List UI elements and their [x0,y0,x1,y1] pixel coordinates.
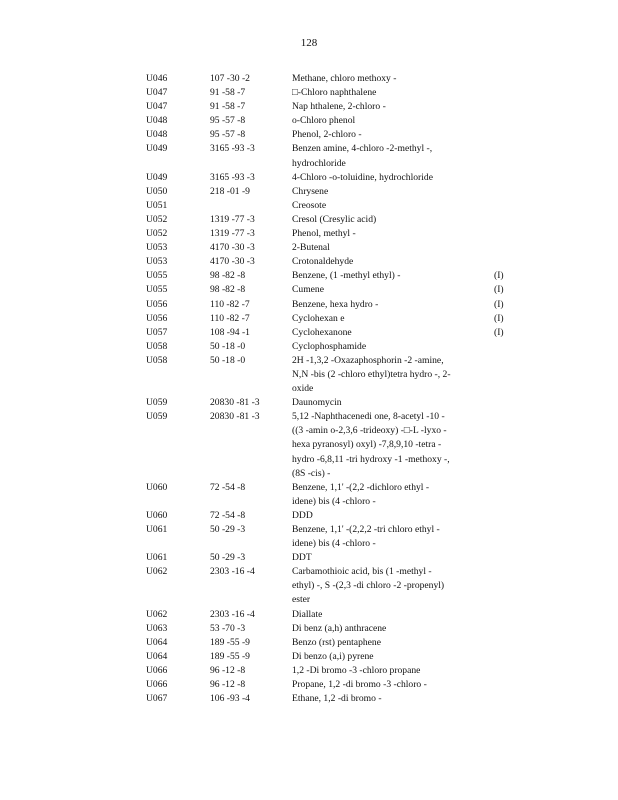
hazard-code [494,142,510,170]
hazard-code [494,340,510,354]
table-row [146,255,510,269]
substance-name [292,283,494,297]
substance-name [292,72,494,86]
substance-name-line: idene) bis (4 -chloro - [292,495,376,507]
substance-name [292,354,494,396]
cas-number: 1319 -77 -3 [210,228,255,240]
substance-name-line: Benzene, 1,1' -(2,2,2 -tri chloro ethyl - [292,524,440,535]
table-row [146,664,510,678]
hazard-code: (I) [494,312,504,324]
hazard-code [494,86,510,100]
hazard-code [494,114,510,128]
cas-number: 72 -54 -8 [210,481,246,493]
hazard-code [494,551,510,565]
substance-name [292,664,494,678]
substance-name-line: 5,12 -Naphthacenedi one, 8-acetyl -10 - [292,411,445,423]
hazard-code [494,636,510,650]
waste-code: U064 [146,636,168,648]
waste-code: U067 [146,693,168,705]
table-row [146,298,510,312]
substance-name [292,678,494,692]
substance-name-line: Cumene [292,284,324,296]
waste-code: U049 [146,143,168,155]
table-row [146,72,510,86]
waste-code: U063 [146,622,168,634]
table-row [146,678,510,692]
table-row [146,114,510,128]
substance-name [292,241,494,255]
substance-name-line: 2-Butenal [292,242,330,254]
substance-name [292,298,494,312]
substance-name [292,199,494,213]
cas-number: 218 -01 -9 [210,185,250,197]
substance-name-line: Benzo (rst) pentaphene [292,636,381,648]
substance-name [292,213,494,227]
table-row [146,142,510,170]
hazard-code [494,354,510,396]
substance-name [292,86,494,100]
waste-code: U058 [146,354,168,366]
substance-name [292,326,494,340]
substance-name [292,312,494,326]
hazard-code: (I) [494,326,504,338]
hazard-code [494,692,510,706]
waste-code: U052 [146,213,168,225]
cas-number: 189 -55 -9 [210,650,250,662]
cas-number: 91 -58 -7 [210,101,246,113]
cas-number: 106 -93 -4 [210,693,250,705]
table-row [146,551,510,565]
substance-name-line: Ethane, 1,2 -di bromo - [292,693,382,705]
substance-name-line: Benzen amine, 4-chloro -2-methyl -, [292,143,433,155]
substance-name-line: oxide [292,383,314,395]
cas-number: 4170 -30 -3 [210,256,255,268]
substance-name-line: o-Chloro phenol [292,115,356,127]
table-row [146,269,510,283]
waste-code: U055 [146,284,168,296]
hazard-code [494,622,510,636]
hazard-code [494,664,510,678]
hazard-code [494,565,510,607]
table-row [146,227,510,241]
table-row [146,86,510,100]
waste-code: U052 [146,228,168,240]
substance-name-line: Crotonaldehyde [292,256,354,268]
hazard-code [494,171,510,185]
substance-name [292,114,494,128]
page-number: 128 [300,37,318,49]
cas-number: 50 -29 -3 [210,552,246,564]
waste-code: U053 [146,242,168,254]
hazard-code [494,128,510,142]
table-row [146,171,510,185]
waste-code-table [146,72,510,706]
substance-name [292,128,494,142]
substance-name-line: Di benz (a,h) anthracene [292,622,387,634]
substance-name [292,227,494,241]
substance-name-line: ethyl) -, S -(2,3 -di chloro -2 -propenyl) [292,580,445,592]
hazard-code: (I) [494,270,504,282]
table-row [146,523,510,551]
cas-number: 2303 -16 -4 [210,566,255,578]
cas-number: 53 -70 -3 [210,622,246,634]
table-row [146,185,510,199]
substance-name [292,171,494,185]
cas-number [210,199,292,213]
substance-name-line: DDD [292,509,313,521]
cas-number: 4170 -30 -3 [210,242,255,254]
waste-code: U062 [146,566,168,578]
hazard-code [494,650,510,664]
hazard-code: (I) [494,284,504,296]
substance-name-line: 2H -1,3,2 -Oxazaphosphorin -2 -amine, [292,354,444,366]
waste-code: U066 [146,664,168,676]
cas-number: 50 -29 -3 [210,524,246,535]
table-row [146,199,510,213]
cas-number: 50 -18 -0 [210,354,246,366]
substance-name-line: (8S -cis) - [292,467,331,479]
substance-name-line: Methane, chloro methoxy - [292,73,397,84]
hazard-code [494,213,510,227]
substance-name-line: ((3 -amin o-2,3,6 -trideoxy) -□-L -lyxo - [292,425,447,437]
waste-code: U053 [146,256,168,268]
cas-number: 1319 -77 -3 [210,213,255,225]
waste-code: U059 [146,397,168,409]
waste-code: U055 [146,270,168,282]
table-row [146,650,510,664]
table-row [146,636,510,650]
cas-number: 189 -55 -9 [210,636,250,648]
hazard-code [494,678,510,692]
substance-name-line: Benzene, 1,1' -(2,2 -dichloro ethyl - [292,481,430,493]
cas-number: 3165 -93 -3 [210,143,255,155]
hazard-code [494,199,510,213]
cas-number: 2303 -16 -4 [210,608,255,620]
hazard-code [494,396,510,410]
table-body [146,72,510,706]
table-row [146,608,510,622]
table-row [146,312,510,326]
substance-name [292,565,494,607]
table-row [146,326,510,340]
cas-number: 91 -58 -7 [210,87,246,99]
substance-name-line: hydrochloride [292,157,346,169]
cas-number: 96 -12 -8 [210,679,246,691]
cas-number: 96 -12 -8 [210,664,246,676]
substance-name [292,410,494,480]
cas-number: 3165 -93 -3 [210,171,255,183]
cas-number: 110 -82 -7 [210,298,250,310]
substance-name [292,650,494,664]
cas-number: 20830 -81 -3 [210,397,260,409]
substance-name-line: Phenol, methyl - [292,228,356,240]
table-row [146,565,510,607]
substance-name-line: ester [292,594,311,606]
hazard-code [494,523,510,551]
substance-name [292,509,494,523]
table-row [146,410,510,480]
waste-code: U057 [146,326,168,338]
cas-number: 107 -30 -2 [210,73,250,84]
waste-code: U061 [146,552,168,564]
table-row [146,692,510,706]
cas-number: 108 -94 -1 [210,326,250,338]
substance-name [292,100,494,114]
hazard-code [494,100,510,114]
hazard-code [494,410,510,480]
substance-name [292,269,494,283]
waste-code: U060 [146,509,168,521]
waste-code: U056 [146,298,168,310]
cas-number: 95 -57 -8 [210,115,246,127]
substance-name-line: idene) bis (4 -chloro - [292,538,376,550]
waste-code: U059 [146,411,168,423]
substance-name-line: N,N -bis (2 -chloro ethyl)tetra hydro -, 2- [292,368,451,380]
hazard-code: (I) [494,298,504,310]
substance-name-line: hydro -6,8,11 -tri hydroxy -1 -methoxy -, [292,453,450,465]
table-row [146,481,510,509]
waste-code: U048 [146,115,168,127]
substance-name-line: Benzene, hexa hydro - [292,298,379,310]
table-row [146,354,510,396]
waste-code: U060 [146,481,168,493]
substance-name [292,523,494,551]
substance-name-line: Propane, 1,2 -di bromo -3 -chloro - [292,679,427,691]
hazard-code [494,608,510,622]
substance-name-line: 4-Chloro -o-toluidine, hydrochloride [292,171,433,183]
hazard-code [494,227,510,241]
cas-number: 98 -82 -8 [210,284,246,296]
substance-name [292,396,494,410]
cas-number: 72 -54 -8 [210,509,246,521]
substance-name-line: Cresol (Cresylic acid) [292,213,377,225]
hazard-code [494,185,510,199]
waste-code: U066 [146,679,168,691]
substance-name-line: Diallate [292,608,323,620]
substance-name-line: Di benzo (a,i) pyrene [292,650,374,662]
hazard-code [494,72,510,86]
substance-name [292,622,494,636]
substance-name [292,551,494,565]
substance-name-line: Cyclophosphamide [292,340,367,352]
substance-name [292,255,494,269]
waste-code: U064 [146,650,168,662]
substance-name-line: DDT [292,552,312,564]
table-row [146,509,510,523]
substance-name [292,608,494,622]
hazard-code [494,509,510,523]
substance-name-line: Nap hthalene, 2-chloro - [292,101,386,113]
hazard-code [494,255,510,269]
substance-name-line: Cyclohexanone [292,326,352,338]
substance-name [292,142,494,170]
cas-number: 20830 -81 -3 [210,411,260,423]
substance-name-line: hexa pyranosyl) oxyl) -7,8,9,10 -tetra - [292,439,442,451]
substance-name-line: Carbamothioic acid, bis (1 -methyl - [292,566,432,578]
cas-number: 95 -57 -8 [210,129,246,141]
waste-code: U047 [146,87,168,99]
substance-name [292,340,494,354]
substance-name [292,692,494,706]
table-row [146,283,510,297]
table-row [146,213,510,227]
waste-code: U046 [146,73,168,84]
waste-code: U062 [146,608,168,620]
waste-code: U048 [146,129,168,141]
waste-code: U058 [146,340,168,352]
cas-number: 110 -82 -7 [210,312,250,324]
substance-name-line: Chrysene [292,185,329,197]
waste-code: U056 [146,312,168,324]
table-row [146,396,510,410]
table-row [146,128,510,142]
waste-code: U050 [146,185,168,197]
substance-name-line: 1,2 -Di bromo -3 -chloro propane [292,664,421,676]
substance-name-line: □-Chloro naphthalene [292,87,377,99]
substance-name [292,481,494,509]
substance-name [292,185,494,199]
substance-name-line: Benzene, (1 -methyl ethyl) - [292,270,401,282]
hazard-code [494,481,510,509]
substance-name [292,636,494,650]
waste-code: U061 [146,524,168,535]
table-row [146,622,510,636]
waste-code: U049 [146,171,168,183]
substance-name-line: Phenol, 2-chloro - [292,129,362,141]
hazard-code [494,241,510,255]
waste-code: U051 [146,199,168,211]
cas-number: 98 -82 -8 [210,270,246,282]
table-row [146,241,510,255]
substance-name-line: Cyclohexan e [292,312,345,324]
table-row [146,340,510,354]
waste-code: U047 [146,101,168,113]
substance-name-line: Creosote [292,199,327,211]
table-row [146,100,510,114]
cas-number: 50 -18 -0 [210,340,246,352]
substance-name-line: Daunomycin [292,397,342,409]
